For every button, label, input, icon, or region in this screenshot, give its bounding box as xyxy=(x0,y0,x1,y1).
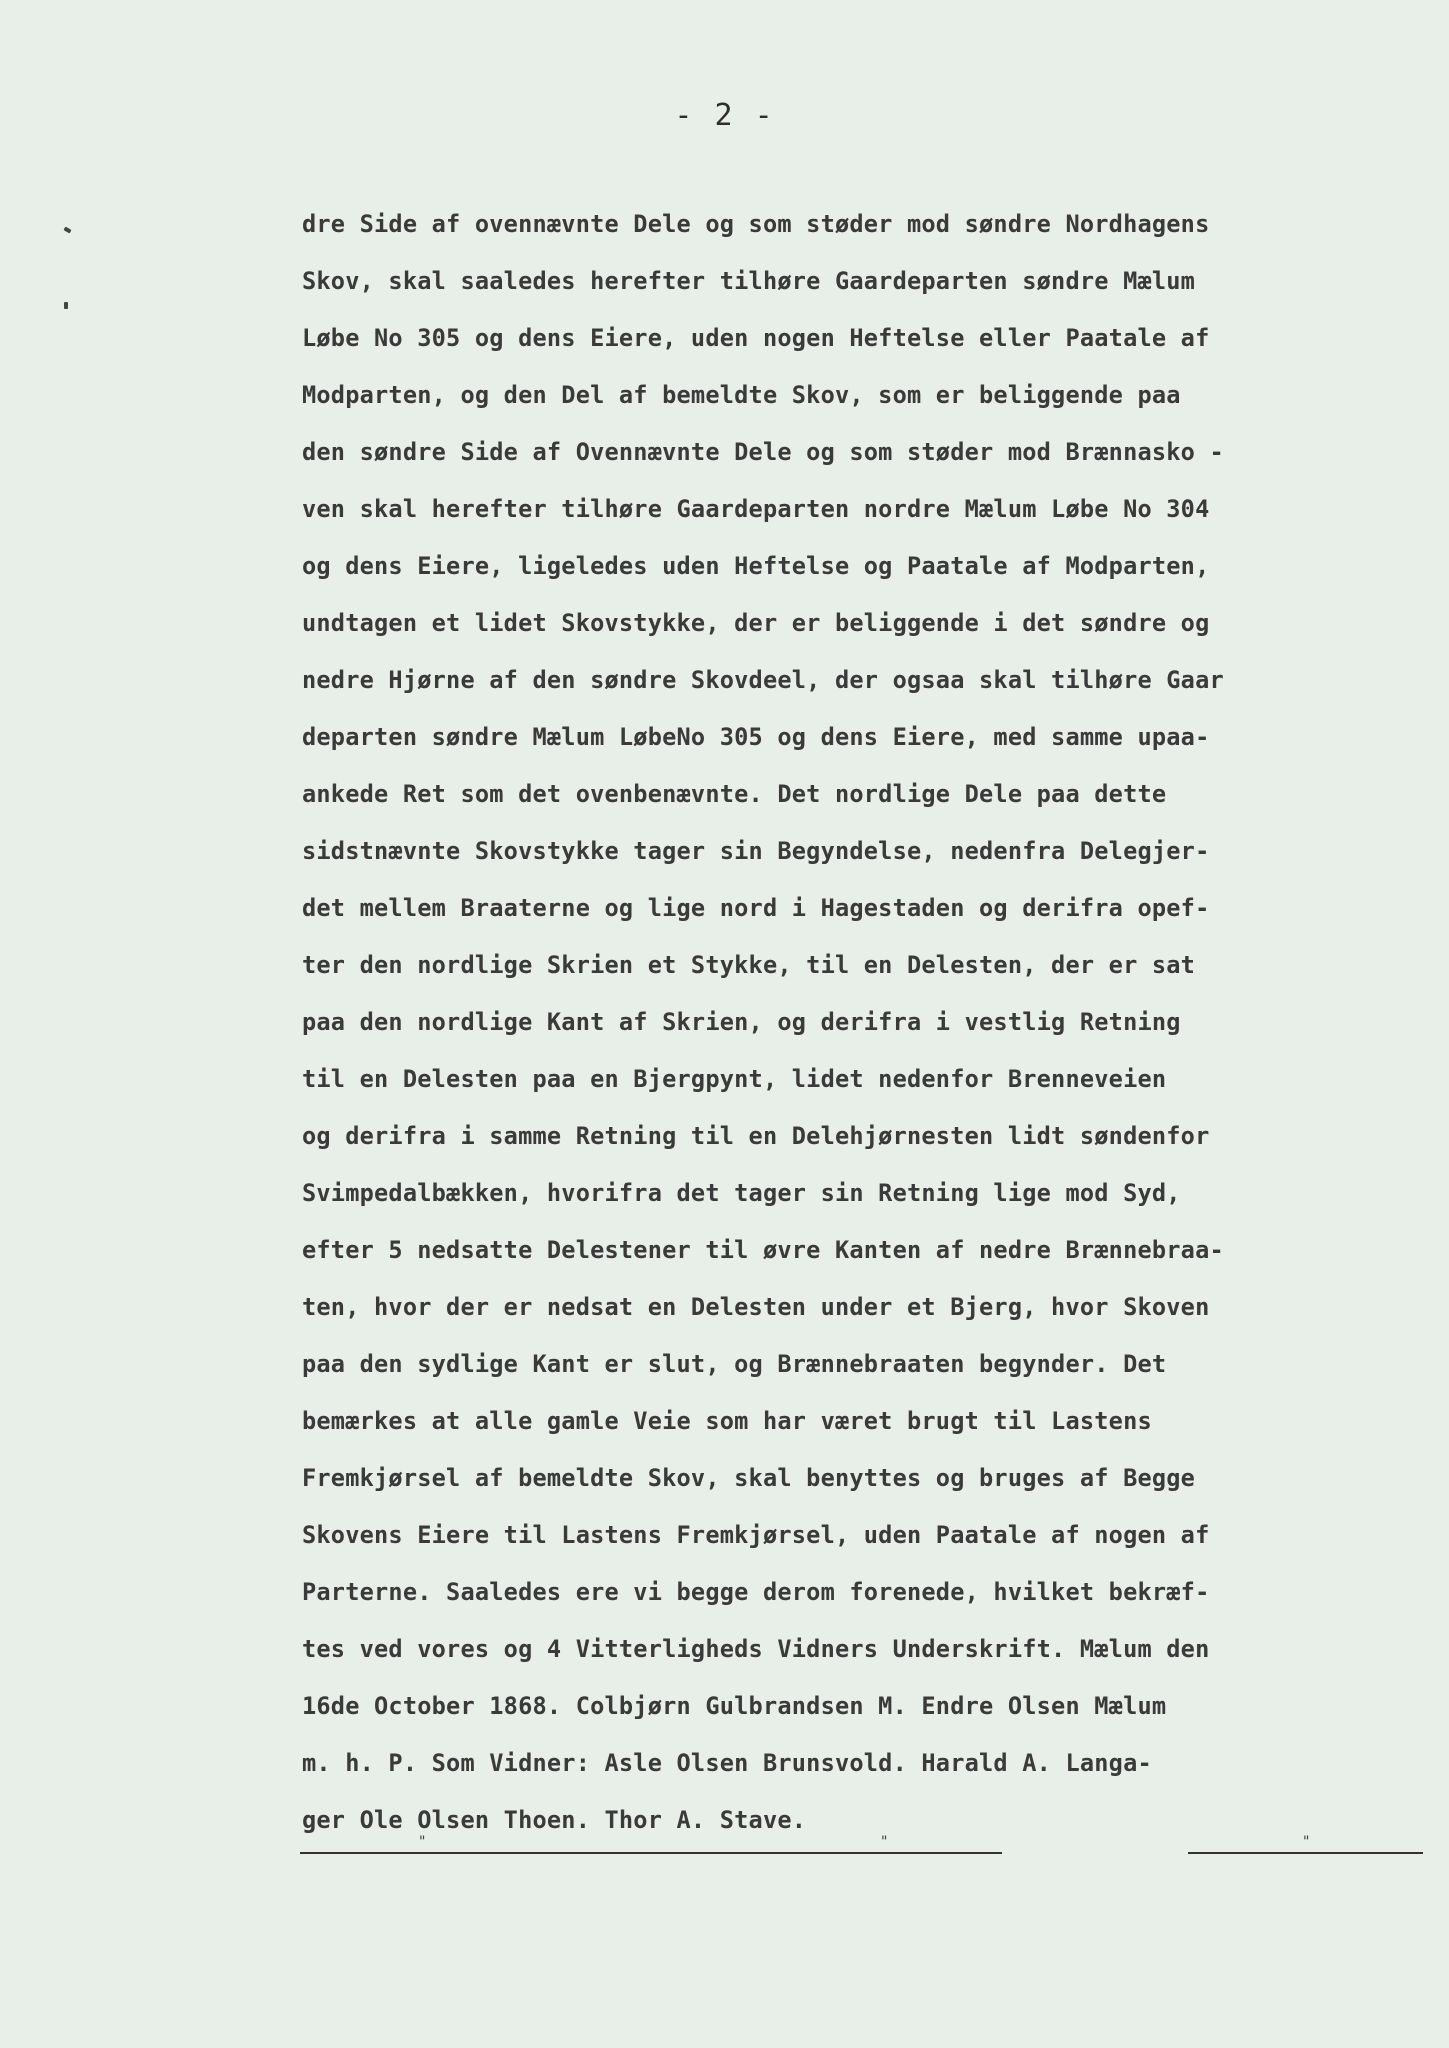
text-line: Parterne. Saaledes ere vi begge derom forenede, hvilket bekræf- xyxy=(302,1578,1210,1606)
text-line: ven skal herefter tilhøre Gaardeparten nordre Mælum Løbe No 304 xyxy=(302,495,1210,523)
signature-underline xyxy=(300,1852,1002,1854)
document-body xyxy=(302,196,1422,1849)
text-line: Løbe No 305 og dens Eiere, uden nogen Heftelse eller Paatale af xyxy=(302,324,1210,352)
text-line: paa den sydlige Kant er slut, og Brænnebraaten begynder. Det xyxy=(302,1350,1167,1378)
text-line: paa den nordlige Kant af Skrien, og derifra i vestlig Retning xyxy=(302,1008,1181,1036)
text-line: tes ved vores og 4 Vitterligheds Vidners Underskrift. Mælum den xyxy=(302,1635,1210,1663)
text-line: Svimpedalbækken, hvorifra det tager sin Retning lige mod Syd, xyxy=(302,1179,1181,1207)
page-number: - 2 - xyxy=(674,98,775,133)
text-line: nedre Hjørne af den søndre Skovdeel, der ogsaa skal tilhøre Gaar xyxy=(302,666,1224,694)
margin-mark xyxy=(64,302,68,309)
text-line: efter 5 nedsatte Delestener til øvre Kanten af nedre Brænnebraa- xyxy=(302,1236,1224,1264)
text-line: Modparten, og den Del af bemeldte Skov, som er beliggende paa xyxy=(302,381,1181,409)
text-line: ankede Ret som det ovenbenævnte. Det nordlige Dele paa dette xyxy=(302,780,1167,808)
text-line: og dens Eiere, ligeledes uden Heftelse og Paatale af Modparten, xyxy=(302,552,1210,580)
text-line: det mellem Braaterne og lige nord i Hagestaden og derifra opef- xyxy=(302,894,1210,922)
text-line: Fremkjørsel af bemeldte Skov, skal benyttes og bruges af Begge xyxy=(302,1464,1196,1492)
signature-underline xyxy=(1188,1852,1423,1854)
text-line: ger Ole Olsen Thoen. Thor A. Stave. xyxy=(302,1806,807,1834)
text-line: departen søndre Mælum LøbeNo 305 og dens Eiere, med samme upaa- xyxy=(302,723,1210,751)
text-line: bemærkes at alle gamle Veie som har været brugt til Lastens xyxy=(302,1407,1152,1435)
text-line: dre Side af ovennævnte Dele og som støder mod søndre Nordhagens xyxy=(302,210,1210,238)
text-line: til en Delesten paa en Bjergpynt, lidet nedenfor Brenneveien xyxy=(302,1065,1167,1093)
ditto-mark: " xyxy=(418,1834,427,1850)
ditto-mark: " xyxy=(880,1834,889,1850)
ditto-mark: " xyxy=(1302,1834,1311,1850)
text-line: ten, hvor der er nedsat en Delesten under et Bjerg, hvor Skoven xyxy=(302,1293,1210,1321)
text-line: den søndre Side af Ovennævnte Dele og som støder mod Brænnasko - xyxy=(302,438,1224,466)
text-line: m. h. P. Som Vidner: Asle Olsen Brunsvold. Harald A. Langa- xyxy=(302,1749,1152,1777)
margin-mark xyxy=(63,227,71,234)
text-line: Skovens Eiere til Lastens Fremkjørsel, uden Paatale af nogen af xyxy=(302,1521,1210,1549)
text-line: sidstnævnte Skovstykke tager sin Begyndelse, nedenfra Delegjer- xyxy=(302,837,1210,865)
text-line: Skov, skal saaledes herefter tilhøre Gaardeparten søndre Mælum xyxy=(302,267,1196,295)
text-line: undtagen et lidet Skovstykke, der er beliggende i det søndre og xyxy=(302,609,1210,637)
text-line: og derifra i samme Retning til en Delehjørnesten lidt søndenfor xyxy=(302,1122,1210,1150)
text-line: 16de October 1868. Colbjørn Gulbrandsen M. Endre Olsen Mælum xyxy=(302,1692,1167,1720)
text-line: ter den nordlige Skrien et Stykke, til en Delesten, der er sat xyxy=(302,951,1196,979)
